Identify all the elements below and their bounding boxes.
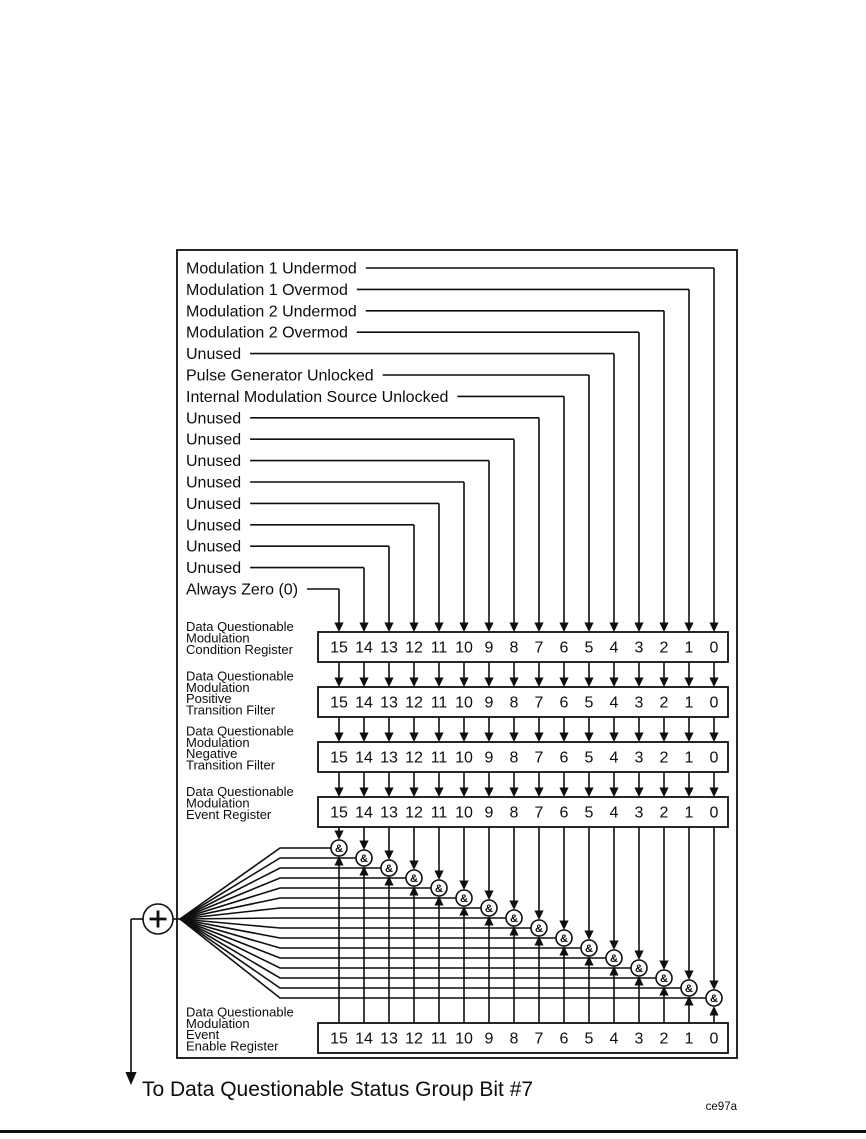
register-negative-transition-filter-bit-2: 2 (659, 749, 669, 767)
arrow-into-gate-top-bit-4 (609, 941, 618, 951)
register-name-positive-transition-filter-line-0: Data Questionable (186, 668, 294, 684)
register-event-enable-bit-9: 9 (484, 1030, 494, 1048)
reg-link-arrow-1-bit-12 (409, 733, 418, 743)
reg-link-arrow-1-bit-1 (684, 733, 693, 743)
reg-link-arrow-0-bit-8 (509, 678, 518, 688)
arrow-into-condition-bit-4 (609, 623, 618, 633)
arrow-into-condition-bit-0 (709, 623, 718, 633)
reg-link-arrow-0-bit-14 (359, 678, 368, 688)
input-label-bit-6: Internal Modulation Source Unlocked (186, 388, 449, 406)
register-condition-bit-15: 15 (330, 639, 348, 657)
and-gate-symbol-bit-4: & (610, 953, 618, 965)
register-positive-transition-filter-bit-2: 2 (659, 694, 669, 712)
register-event-enable-bit-15: 15 (330, 1030, 348, 1048)
register-event-bit-10: 10 (455, 804, 473, 822)
register-condition-bit-4: 4 (609, 639, 619, 657)
and-gate-bit-4 (606, 950, 622, 966)
and-gate-bit-15 (331, 840, 347, 856)
and-gate-symbol-bit-10: & (460, 893, 468, 905)
register-name-negative-transition-filter-line-2: Negative (186, 746, 238, 762)
arrow-into-condition-bit-6 (559, 623, 568, 633)
register-event-bit-13: 13 (380, 804, 398, 822)
and-gate-bit-14 (356, 850, 372, 866)
register-name-negative-transition-filter-line-1: Modulation (186, 734, 250, 750)
reg-link-arrow-2-bit-13 (384, 788, 393, 798)
register-event-bit-0: 0 (709, 804, 719, 822)
arrow-into-gate-top-bit-5 (584, 931, 593, 941)
register-condition-bit-11: 11 (430, 639, 448, 657)
register-event-enable-bit-2: 2 (659, 1030, 669, 1048)
arrow-into-gate-top-bit-8 (509, 901, 518, 911)
gate-output-line-bit-13 (180, 868, 381, 919)
or-summation-node (125, 904, 180, 1085)
arrow-into-condition-bit-10 (459, 623, 468, 633)
arrow-into-condition-bit-7 (534, 623, 543, 633)
register-positive-transition-filter-bit-6: 6 (559, 694, 569, 712)
reg-link-arrow-1-bit-4 (609, 733, 618, 743)
register-name-condition-line-1: Modulation (186, 630, 250, 646)
register-name-negative-transition-filter-line-0: Data Questionable (186, 723, 294, 739)
register-name-event-line-2: Event Register (186, 806, 272, 822)
register-negative-transition-filter-bit-14: 14 (355, 749, 373, 767)
register-positive-transition-filter-bit-10: 10 (455, 694, 473, 712)
and-gate-bit-1 (681, 980, 697, 996)
register-positive-transition-filter-bit-7: 7 (534, 694, 544, 712)
reg-link-arrow-2-bit-9 (484, 788, 493, 798)
reg-link-arrow-2-bit-10 (459, 788, 468, 798)
register-condition-bit-12: 12 (405, 639, 423, 657)
register-event-enable-bit-3: 3 (634, 1030, 644, 1048)
register-negative-transition-filter-bit-8: 8 (509, 749, 519, 767)
register-name-event-enable-line-1: Modulation (186, 1015, 250, 1031)
register-name-positive-transition-filter-line-1: Modulation (186, 679, 250, 695)
reg-link-arrow-2-bit-6 (559, 788, 568, 798)
reg-link-arrow-2-bit-8 (509, 788, 518, 798)
and-gate-symbol-bit-3: & (635, 963, 643, 975)
register-name-condition-line-0: Data Questionable (186, 619, 294, 635)
arrow-into-condition-bit-1 (684, 623, 693, 633)
reg-link-arrow-0-bit-1 (684, 678, 693, 688)
input-label-bit-8: Unused (186, 431, 242, 449)
register-positive-transition-filter-bit-12: 12 (405, 694, 423, 712)
register-event-bit-7: 7 (534, 804, 544, 822)
reg-link-arrow-0-bit-15 (334, 678, 343, 688)
reg-link-arrow-0-bit-2 (659, 678, 668, 688)
register-negative-transition-filter-bit-12: 12 (405, 749, 423, 767)
register-negative-transition-filter-bit-15: 15 (330, 749, 348, 767)
reg-link-arrow-2-bit-4 (609, 788, 618, 798)
arrow-into-gate-top-bit-7 (534, 911, 543, 921)
register-event-enable-bit-5: 5 (584, 1030, 594, 1048)
and-gate-bit-10 (456, 890, 472, 906)
register-name-event-enable-line-0: Data Questionable (186, 1004, 294, 1020)
input-label-bit-0: Modulation 1 Undermod (186, 260, 357, 278)
input-label-bit-9: Unused (186, 453, 242, 471)
input-label-bit-10: Unused (186, 474, 242, 492)
register-event-bit-5: 5 (584, 804, 594, 822)
register-event-enable (186, 1005, 728, 1054)
register-event-bit-6: 6 (559, 804, 569, 822)
register-negative-transition-filter-bit-5: 5 (584, 749, 594, 767)
arrow-into-condition-bit-11 (434, 623, 443, 633)
register-condition-bit-0: 0 (709, 639, 719, 657)
and-gate-bit-0 (706, 990, 722, 1006)
register-condition-bit-5: 5 (584, 639, 594, 657)
and-gate-symbol-bit-14: & (360, 853, 368, 865)
register-negative-transition-filter-bit-1: 1 (684, 749, 694, 767)
input-label-bit-1: Modulation 1 Overmod (186, 281, 348, 299)
register-condition-bit-9: 9 (484, 639, 494, 657)
arrow-into-gate-top-bit-2 (659, 961, 668, 971)
arrow-into-gate-top-bit-10 (459, 881, 468, 891)
register-negative-transition-filter-bit-9: 9 (484, 749, 494, 767)
and-gate-symbol-bit-5: & (585, 943, 593, 955)
register-name-event-enable-line-3: Enable Register (186, 1038, 279, 1054)
reg-link-arrow-1-bit-13 (384, 733, 393, 743)
register-condition (186, 619, 728, 662)
reg-link-arrow-2-bit-1 (684, 788, 693, 798)
register-negative-transition-filter-bit-0: 0 (709, 749, 719, 767)
register-negative-transition-filter (186, 724, 728, 773)
reg-link-arrow-2-bit-7 (534, 788, 543, 798)
reg-link-arrow-1-bit-9 (484, 733, 493, 743)
register-condition-bit-8: 8 (509, 639, 519, 657)
register-event-bit-1: 1 (684, 804, 694, 822)
register-positive-transition-filter-bit-5: 5 (584, 694, 594, 712)
arrow-into-gate-top-bit-14 (359, 841, 368, 851)
input-rows (186, 261, 719, 633)
bit-column-1 (180, 827, 694, 1023)
register-positive-transition-filter (186, 669, 728, 718)
reg-link-arrow-0-bit-6 (559, 678, 568, 688)
register-negative-transition-filter-bit-10: 10 (455, 749, 473, 767)
register-condition-bit-3: 3 (634, 639, 644, 657)
and-gate-symbol-bit-15: & (335, 843, 343, 855)
figure-code: ce97a (705, 1101, 737, 1113)
reg-link-arrow-2-bit-12 (409, 788, 418, 798)
register-name-positive-transition-filter-line-2: Positive (186, 691, 232, 707)
and-gate-bit-7 (531, 920, 547, 936)
register-event-bit-11: 11 (430, 804, 448, 822)
and-gate-symbol-bit-7: & (535, 923, 543, 935)
register-negative-transition-filter-bit-13: 13 (380, 749, 398, 767)
register-event-enable-bit-6: 6 (559, 1030, 569, 1048)
and-gate-symbol-bit-0: & (710, 993, 718, 1005)
and-gate-bit-3 (631, 960, 647, 976)
and-gate-symbol-bit-12: & (410, 873, 418, 885)
arrow-into-condition-bit-14 (359, 623, 368, 633)
reg-link-arrow-0-bit-9 (484, 678, 493, 688)
input-label-bit-15: Always Zero (0) (186, 581, 299, 599)
register-positive-transition-filter-bit-9: 9 (484, 694, 494, 712)
reg-link-arrow-0-bit-3 (634, 678, 643, 688)
input-label-bit-13: Unused (186, 538, 242, 556)
gate-columns (180, 827, 719, 1023)
register-event-enable-bit-0: 0 (709, 1030, 719, 1048)
reg-link-arrow-1-bit-2 (659, 733, 668, 743)
bit-column-15 (180, 827, 344, 1023)
arrow-into-gate-top-bit-13 (384, 851, 393, 861)
and-gate-symbol-bit-2: & (660, 973, 668, 985)
register-event-enable-bit-8: 8 (509, 1030, 519, 1048)
reg-link-arrow-1-bit-6 (559, 733, 568, 743)
register-positive-transition-filter-bit-13: 13 (380, 694, 398, 712)
register-event-enable-bit-14: 14 (355, 1030, 373, 1048)
register-event-bit-8: 8 (509, 804, 519, 822)
and-gate-symbol-bit-11: & (435, 883, 443, 895)
arrow-into-condition-bit-3 (634, 623, 643, 633)
register-positive-transition-filter-bit-0: 0 (709, 694, 719, 712)
and-gate-symbol-bit-6: & (560, 933, 568, 945)
output-arrow-icon (125, 1072, 136, 1085)
reg-link-arrow-0-bit-0 (709, 678, 718, 688)
register-event-bit-15: 15 (330, 804, 348, 822)
register-negative-transition-filter-bit-11: 11 (430, 749, 448, 767)
page-bottom-rule (0, 1130, 866, 1133)
register-event-enable-bit-4: 4 (609, 1030, 619, 1048)
register-positive-transition-filter-bit-14: 14 (355, 694, 373, 712)
reg-link-arrow-2-bit-2 (659, 788, 668, 798)
reg-link-arrow-0-bit-7 (534, 678, 543, 688)
register-name-event-line-1: Modulation (186, 795, 250, 811)
and-gate-bit-6 (556, 930, 572, 946)
reg-link-arrow-1-bit-15 (334, 733, 343, 743)
and-gate-symbol-bit-1: & (685, 983, 693, 995)
input-label-bit-14: Unused (186, 560, 242, 578)
register-event-bit-14: 14 (355, 804, 373, 822)
register-condition-bit-7: 7 (534, 639, 544, 657)
arrow-into-gate-top-bit-0 (709, 981, 718, 991)
reg-link-arrow-0-bit-13 (384, 678, 393, 688)
arrow-into-condition-bit-15 (334, 623, 343, 633)
register-name-positive-transition-filter-line-3: Transition Filter (186, 702, 276, 718)
input-label-bit-2: Modulation 2 Undermod (186, 303, 357, 321)
arrow-into-gate-top-bit-12 (409, 861, 418, 871)
register-positive-transition-filter-bit-4: 4 (609, 694, 619, 712)
arrow-into-gate-top-bit-11 (434, 871, 443, 881)
reg-link-arrow-0-bit-11 (434, 678, 443, 688)
register-event-enable-bit-11: 11 (430, 1030, 448, 1048)
and-gate-symbol-bit-8: & (510, 913, 518, 925)
bit-column-11 (180, 827, 444, 1023)
register-name-negative-transition-filter-line-3: Transition Filter (186, 757, 276, 773)
reg-link-arrow-0-bit-5 (584, 678, 593, 688)
reg-link-arrow-0-bit-12 (409, 678, 418, 688)
register-event-bit-2: 2 (659, 804, 669, 822)
register-condition-bit-6: 6 (559, 639, 569, 657)
reg-link-arrow-2-bit-11 (434, 788, 443, 798)
reg-link-arrow-1-bit-0 (709, 733, 718, 743)
register-event-bit-12: 12 (405, 804, 423, 822)
register-event-enable-bit-7: 7 (534, 1030, 544, 1048)
register-positive-transition-filter-bit-15: 15 (330, 694, 348, 712)
register-negative-transition-filter-bit-4: 4 (609, 749, 619, 767)
input-label-bit-4: Unused (186, 346, 242, 364)
arrow-into-condition-bit-2 (659, 623, 668, 633)
register-event-bit-4: 4 (609, 804, 619, 822)
reg-link-arrow-2-bit-3 (634, 788, 643, 798)
register-condition-bit-2: 2 (659, 639, 669, 657)
reg-link-arrow-1-bit-3 (634, 733, 643, 743)
reg-link-arrow-2-bit-15 (334, 788, 343, 798)
arrow-into-gate-top-bit-15 (334, 831, 343, 841)
register-positive-transition-filter-bit-8: 8 (509, 694, 519, 712)
input-label-bit-12: Unused (186, 517, 242, 535)
arrow-into-condition-bit-5 (584, 623, 593, 633)
gate-output-line-bit-7 (180, 919, 531, 928)
input-label-bit-3: Modulation 2 Overmod (186, 324, 348, 342)
bit-column-8 (180, 827, 519, 1023)
and-gate-bit-12 (406, 870, 422, 886)
register-event-bit-9: 9 (484, 804, 494, 822)
reg-link-arrow-1-bit-5 (584, 733, 593, 743)
and-gate-bit-13 (381, 860, 397, 876)
bit-column-0 (180, 827, 719, 1023)
register-negative-transition-filter-bit-7: 7 (534, 749, 544, 767)
and-gate-bit-11 (431, 880, 447, 896)
register-name-condition-line-2: Condition Register (186, 641, 293, 657)
register-condition-bit-10: 10 (455, 639, 473, 657)
reg-link-arrow-1-bit-11 (434, 733, 443, 743)
arrow-into-condition-bit-8 (509, 623, 518, 633)
and-gate-symbol-bit-13: & (385, 863, 393, 875)
and-gate-bit-9 (481, 900, 497, 916)
input-label-bit-7: Unused (186, 410, 242, 428)
reg-link-arrow-2-bit-0 (709, 788, 718, 798)
reg-link-arrow-1-bit-7 (534, 733, 543, 743)
register-negative-transition-filter-bit-3: 3 (634, 749, 644, 767)
reg-link-arrow-0-bit-4 (609, 678, 618, 688)
arrow-into-condition-bit-12 (409, 623, 418, 633)
register-positive-transition-filter-bit-11: 11 (430, 694, 448, 712)
register-event-enable-bit-13: 13 (380, 1030, 398, 1048)
reg-link-arrow-2-bit-14 (359, 788, 368, 798)
register-name-event-line-0: Data Questionable (186, 784, 294, 800)
register-event-enable-bit-12: 12 (405, 1030, 423, 1048)
register-condition-bit-1: 1 (684, 639, 694, 657)
output-caption: To Data Questionable Status Group Bit #7 (142, 1078, 534, 1101)
reg-link-arrow-1-bit-10 (459, 733, 468, 743)
and-gate-bit-5 (581, 940, 597, 956)
gate-output-line-bit-8 (180, 918, 506, 919)
inter-register-arrows (334, 662, 718, 797)
register-event-bit-3: 3 (634, 804, 644, 822)
register-condition-bit-13: 13 (380, 639, 398, 657)
arrow-into-condition-bit-13 (384, 623, 393, 633)
arrow-into-gate-top-bit-9 (484, 891, 493, 901)
reg-link-arrow-2-bit-5 (584, 788, 593, 798)
bit-column-10 (180, 827, 469, 1023)
arrow-into-condition-bit-9 (484, 623, 493, 633)
and-gate-symbol-bit-9: & (485, 903, 493, 915)
input-label-bit-11: Unused (186, 495, 242, 513)
arrow-into-gate-top-bit-6 (559, 921, 568, 931)
arrow-into-gate-top-bit-1 (684, 971, 693, 981)
input-label-bit-5: Pulse Generator Unlocked (186, 367, 374, 385)
arrow-into-gate-bottom-bit-0 (709, 1006, 718, 1016)
and-gate-bit-2 (656, 970, 672, 986)
register-positive-transition-filter-bit-3: 3 (634, 694, 644, 712)
and-gate-bit-8 (506, 910, 522, 926)
reg-link-arrow-1-bit-8 (509, 733, 518, 743)
register-negative-transition-filter-bit-6: 6 (559, 749, 569, 767)
register-event (186, 784, 728, 827)
reg-link-arrow-0-bit-10 (459, 678, 468, 688)
register-event-enable-bit-10: 10 (455, 1030, 473, 1048)
reg-link-arrow-1-bit-14 (359, 733, 368, 743)
register-positive-transition-filter-bit-1: 1 (684, 694, 694, 712)
register-name-event-enable-line-2: Event (186, 1027, 220, 1043)
register-condition-bit-14: 14 (355, 639, 373, 657)
arrow-into-gate-top-bit-3 (634, 951, 643, 961)
register-event-enable-bit-1: 1 (684, 1030, 694, 1048)
